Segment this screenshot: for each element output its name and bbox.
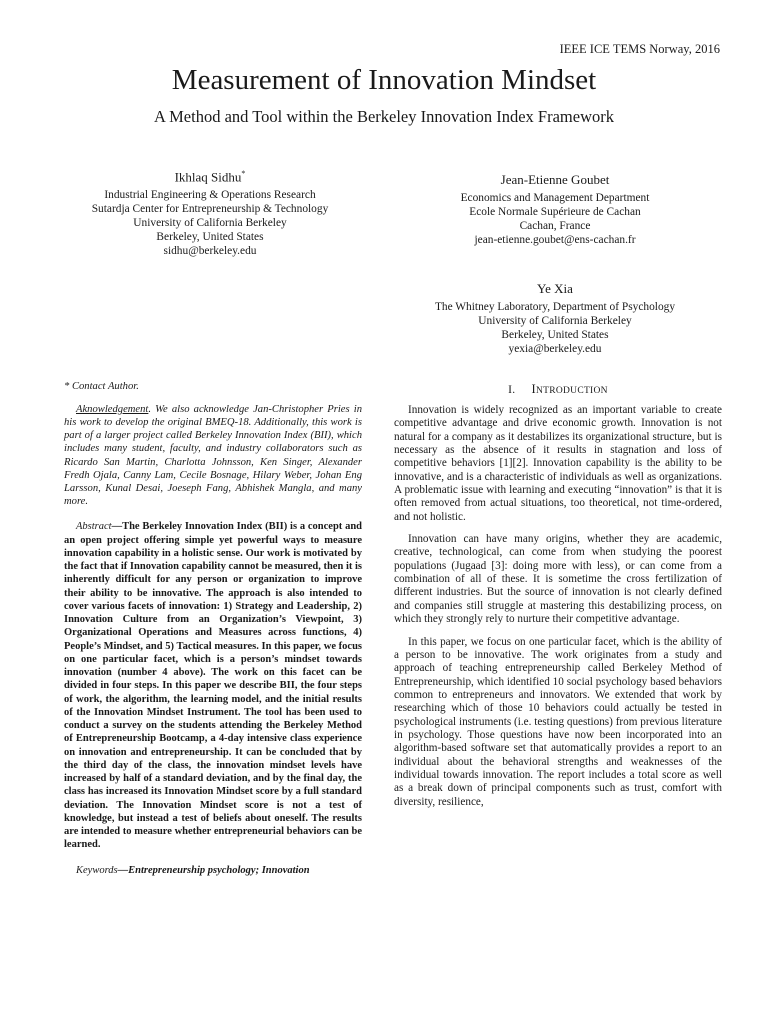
body-paragraph: Innovation can have many origins, whether they are academic, creative, technological, can come from when studying the poorest populations (Jugaad [3]: doing more with less), or can come from a combination of all of these. It is sometime the cross fertilization of different industries. But the source of innovation is not clearly defined and companies still struggle at mastering this destabilizing process, on which they strongly rely to nurture their competitive advantage. xyxy=(394,533,722,626)
acknowledgement-paragraph xyxy=(64,403,362,508)
body-paragraph: In this paper, we focus on one particular facet, which is the ability of a person to be innovative. The work originates from a study and approach of teaching entrepreneurship called Berkeley Method of Entrepreneurship, which identified 10 social psychology based behaviors common to entrepreneurs and innovators. We extended that work by researching which of those 10 behaviors could actually be tested in psychological instruments (i.e. testing questions) from previous literature in psychology. Those questions have now been incorporated into an algorithm-based software set that automatically provides a report to an individual about the behavioral strengths and weaknesses of the individual towards innovation. The report includes a total score as well as a break down of principal components such as trust, comfort with diversity, resilience, xyxy=(394,635,722,808)
abstract-paragraph xyxy=(64,520,362,851)
paper-subtitle: A Method and Tool within the Berkeley Innovation Index Framework xyxy=(154,107,614,126)
author-affiliation-line: Berkeley, United States xyxy=(156,231,264,244)
section-title-initial: I xyxy=(531,382,536,396)
author-affiliation-line: Cachan, France xyxy=(519,220,591,232)
section-title-rest: NTRODUCTION xyxy=(535,386,608,396)
section-number: I. xyxy=(508,384,516,396)
author-block-goubet xyxy=(405,172,705,247)
author-affiliation-line: Sutardja Center for Entrepreneurship & Technology xyxy=(91,203,329,216)
acknowledgement-lead: Aknowledgement xyxy=(76,404,149,415)
keywords-lead: Keywords xyxy=(76,864,118,876)
keywords-paragraph xyxy=(64,864,362,877)
keywords-text: —Entrepreneurship psychology; Innovation xyxy=(117,864,310,876)
venue-header: IEEE ICE TEMS Norway, 2016 xyxy=(559,42,720,56)
contact-author-mark: * xyxy=(241,169,246,178)
section-heading-introduction xyxy=(394,382,722,398)
author-name: Ye Xia xyxy=(537,281,573,296)
author-affiliation-line: Economics and Management Department xyxy=(460,192,650,204)
author-affiliation-line: Ecole Normale Supérieure de Cachan xyxy=(469,206,641,218)
author-block-sidhu xyxy=(60,166,360,258)
abstract-lead: Abstract xyxy=(76,521,112,533)
author-block-xia xyxy=(405,281,705,356)
author-email: jean-etienne.goubet@ens-cachan.fr xyxy=(474,234,636,246)
author-affiliation-line: The Whitney Laboratory, Department of Psychology xyxy=(434,301,676,313)
author-name: Jean-Etienne Goubet xyxy=(500,172,610,187)
left-column xyxy=(64,380,362,877)
author-email: sidhu@berkeley.edu xyxy=(163,245,257,258)
paper-title: Measurement of Innovation Mindset xyxy=(171,64,597,96)
author-name: Ikhlaq Sidhu* xyxy=(174,169,246,185)
author-affiliation-line: Berkeley, United States xyxy=(501,329,609,341)
contact-author-note: * Contact Author. xyxy=(64,381,139,392)
acknowledgement-text: . We also acknowledge Jan-Christopher Pries in his work to develop the original BMEQ-18. Additionally, this work is part of a larger project called Berkeley Innovation Index (BII), which includes many student, faculty, and industry collaborators such as Ricardo San Martin, Charlotta Johnsson, Ken Singer, Alexander Fredh Ojala, Canny Lam, Cecile Bosnage, Hilary Weber, Johan Eng Larsson, Kunal Desai, Joeseph Fang, Abhishek Mangla, and many more. xyxy=(64,404,362,508)
abstract-text: —The Berkeley Innovation Index (BII) is a concept and an open project offering simple yet powerful ways to measure innovation capability in a holistic sense. Our work is motivated by the fact that if Innovation capability cannot be measured, then it is inherently difficult for any person or organization to improve their ability to be innovative. The approach is also intended to cover various facets of innovation: 1) Strategy and Leadership, 2) Innovation Culture from an Organization’s Viewpoint, 3) Organizational Operations and Measures across functions, 4) People’s Mindset, and 5) Tactical measures. In this paper, we focus on one particular facet, which is a person’s mindset towards innovation (number 4 above). The work on this facet can be divided in four steps. In this paper we describe BII, the four steps of work, the algorithm, the learning model, and the initial results of the Innovation Mindset Instrument. The tool has been used to conduct a survey on the students attending the Berkeley Method of Entrepreneurship Bootcamp, a 4-day intensive class experience on innovation and entrepreneurship. It can be concluded that by the third day of the class, the innovation mindset levels have increased by half of a standard deviation, and by the final day, the class has increased its Innovation Mindset score by a full standard deviation. The Innovation Mindset score is not a test of knowledge, but instead a test of beliefs about oneself. The results are intended to measure whether entrepreneurial behaviors can be learned. xyxy=(64,521,362,851)
body-paragraph: Innovation is widely recognized as an important variable to create competitive advantage and drive economic growth. Innovation is not natural for a company as it destabilizes its organizational structure, but is necessary as the absence of it results in stagnation and loss of competitive behaviors [1][2]. Innovation capability is the ability to be innovative, and is a characteristic of individuals as well as organizations. A problematic issue with learning and executing “innovation” is that it is often removed from actual situations, too theoretical, not time-ordered, and not holistic. xyxy=(394,404,722,523)
right-column xyxy=(394,380,722,818)
author-affiliation-line: University of California Berkeley xyxy=(478,315,632,327)
author-affiliation-line: University of California Berkeley xyxy=(133,217,287,230)
author-email: yexia@berkeley.edu xyxy=(508,343,602,355)
author-affiliation-line: Industrial Engineering & Operations Research xyxy=(104,189,316,202)
